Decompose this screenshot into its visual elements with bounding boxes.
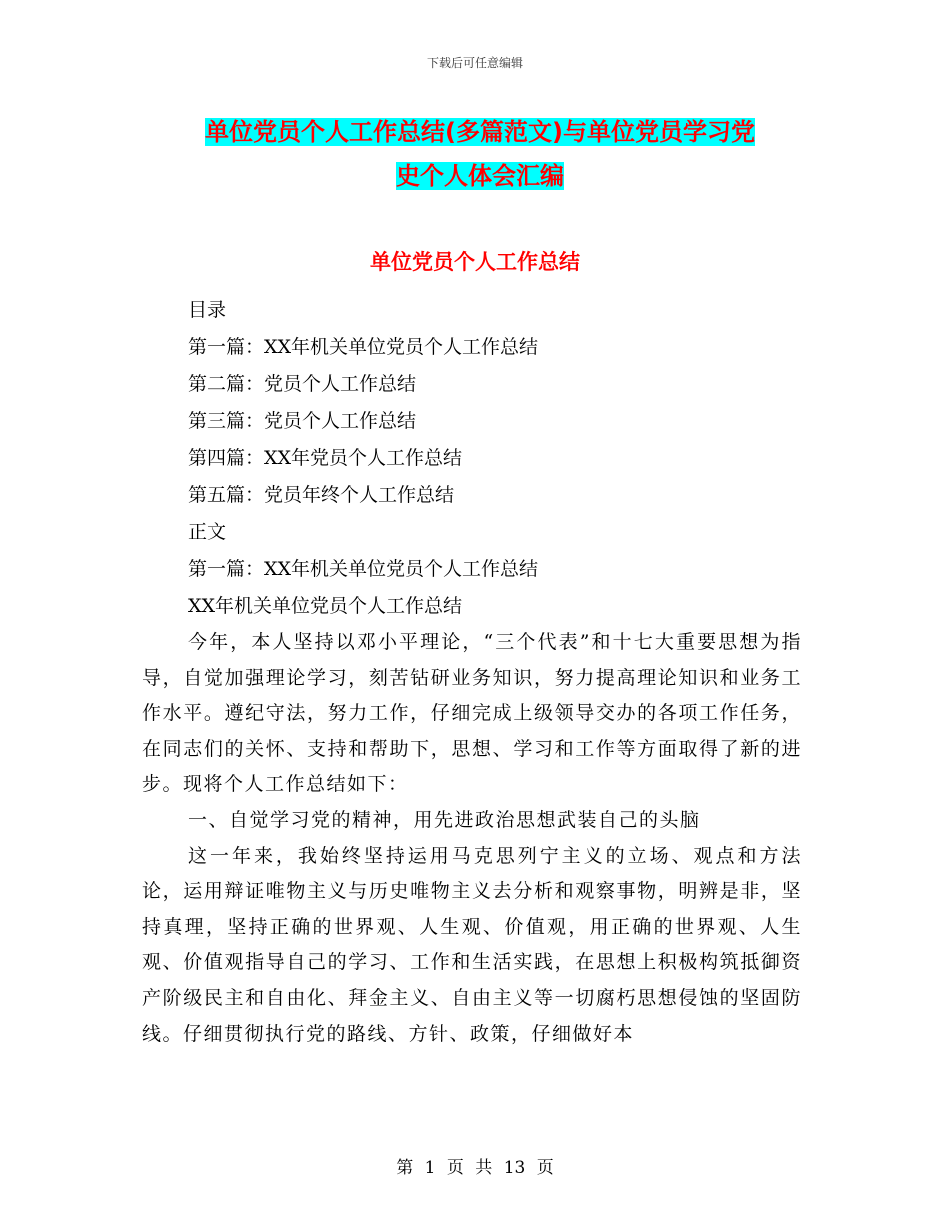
header-note: 下载后可任意编辑 (426, 56, 523, 70)
section-title: 单位党员个人工作总结 (370, 250, 580, 274)
paragraph-heading: 一、自觉学习党的精神，用先进政治思想武装自己的头脑 (188, 808, 701, 831)
page-footer: 第 1 页 共 13 页 (396, 1158, 554, 1178)
document-title-line-2: 史个人体会汇编 (396, 162, 564, 190)
chapter-heading: 第一篇：XX年机关单位党员个人工作总结 (188, 558, 539, 580)
toc-item: 第二篇：党员个人工作总结 (188, 373, 417, 395)
document-title-line-1: 单位党员个人工作总结(多篇范文)与单位党员学习党 (205, 118, 755, 146)
body-text (142, 625, 802, 1052)
toc-item: 第一篇：XX年机关单位党员个人工作总结 (188, 336, 539, 358)
body-heading: 正文 (188, 521, 227, 543)
toc-item: 第三篇：党员个人工作总结 (188, 410, 417, 432)
toc-item: 第四篇：XX年党员个人工作总结 (188, 447, 463, 469)
table-of-contents (188, 292, 828, 625)
paragraph: 今年，本人坚持以邓小平理论，“三个代表”和十七大重要思想为指导，自觉加强理论学习，刻苦钻研业务知识，努力提高理论知识和业务工作水平。遵纪守法，努力工作，仔细完成上级领导交办的各项工作任务，在同志们的关怀、支持和帮助下，思想、学习和工作等方面取得了新的进步。现将个人工作总结如下： (142, 631, 802, 796)
paragraph: 这一年来，我始终坚持运用马克思列宁主义的立场、观点和方法论，运用辩证唯物主义与历史唯物主义去分析和观察事物，明辨是非，坚持真理，坚持正确的世界观、人生观、价值观，用正确的世界观、人生观、价值观指导自己的学习、工作和生活实践，在思想上积极构筑抵御资产阶级民主和自由化、拜金主义、自由主义等一切腐朽思想侵蚀的坚固防线。仔细贯彻执行党的路线、方针、政策，仔细做好本 (142, 844, 802, 1045)
document-title (140, 110, 820, 198)
toc-heading: 目录 (188, 299, 227, 321)
chapter-subtitle: XX年机关单位党员个人工作总结 (188, 595, 463, 617)
toc-item: 第五篇：党员年终个人工作总结 (188, 484, 455, 506)
